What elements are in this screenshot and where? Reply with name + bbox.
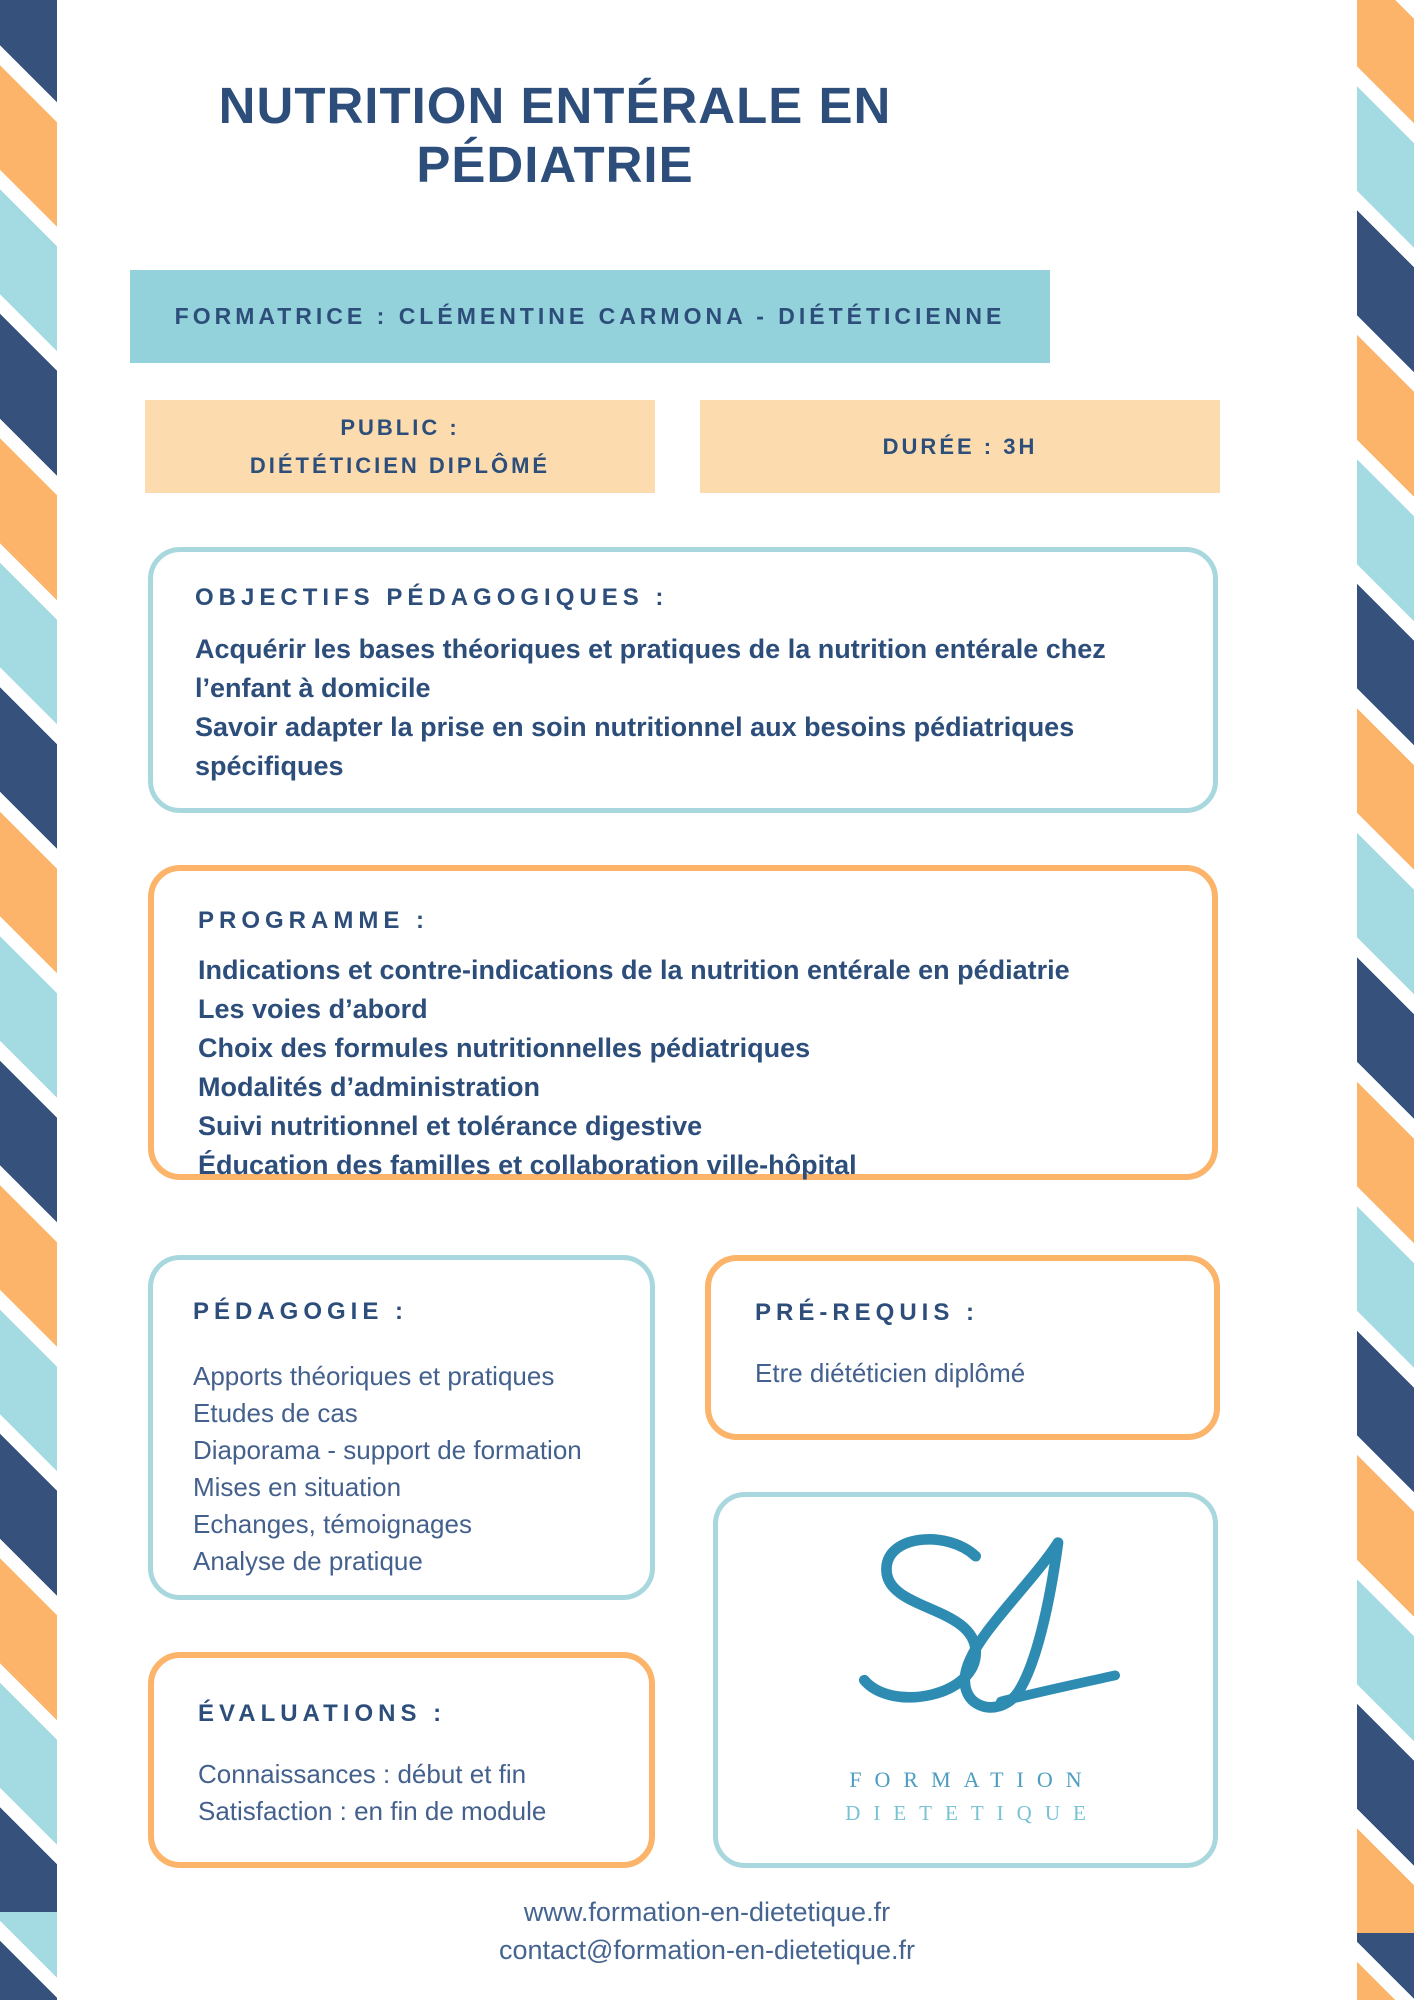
prerequisites-text: Etre diététicien diplômé [755, 1358, 1026, 1388]
trainer-banner [130, 270, 1050, 363]
programme-item: Choix des formules nutritionnelles pédiatriques [198, 1033, 811, 1063]
objectives-item: Savoir adapter la prise en soin nutritionnel aux besoins pédiatriques spécifiques [195, 712, 1075, 781]
duration-text: DURÉE : 3H [882, 433, 1038, 459]
prerequisites-box [705, 1255, 1220, 1440]
public-value: DIÉTÉTICIEN DIPLÔMÉ [249, 452, 551, 478]
pedagogy-box [148, 1255, 655, 1600]
evaluations-box [148, 1652, 655, 1868]
pedagogy-item: Analyse de pratique [193, 1546, 423, 1576]
prerequisites-heading: PRÉ-REQUIS : [755, 1299, 980, 1326]
pedagogy-item: Mises en situation [193, 1472, 402, 1502]
programme-item: Les voies d’abord [198, 994, 428, 1024]
pedagogy-item: Diaporama - support de formation [193, 1435, 582, 1465]
decorative-stripes-left [0, 0, 57, 2000]
programme-item: Modalités d’administration [198, 1072, 541, 1102]
footer-website: www.formation-en-dietetique.fr [523, 1897, 891, 1927]
public-label: PUBLIC : [340, 414, 460, 440]
evaluations-heading: ÉVALUATIONS : [198, 1700, 447, 1727]
trainer-banner-text: FORMATRICE : CLÉMENTINE CARMONA - DIÉTÉTICIENNE [174, 303, 1006, 329]
public-box [145, 400, 655, 493]
evaluations-item: Connaissances : début et fin [198, 1759, 527, 1789]
objectives-item: Acquérir les bases théoriques et pratiques de la nutrition entérale chez l’enfant à domicile [195, 634, 1106, 703]
programme-item: Indications et contre-indications de la nutrition entérale en pédiatrie [198, 955, 1070, 985]
logo-text-formation: FORMATION [849, 1767, 1095, 1792]
objectives-box [148, 547, 1218, 813]
decorative-stripes-right [1357, 0, 1414, 2000]
pedagogy-heading: PÉDAGOGIE : [193, 1298, 409, 1325]
sd-logo-icon [811, 1528, 1121, 1753]
programme-item: Éducation des familles et collaboration ville-hôpital [198, 1150, 857, 1180]
footer [0, 1893, 1414, 1969]
page-title: NUTRITION ENTÉRALE EN PÉDIATRIE [218, 77, 892, 193]
pedagogy-item: Apports théoriques et pratiques [193, 1361, 555, 1391]
logo-text-dietetique: DIETETIQUE [845, 1801, 1099, 1825]
pedagogy-item: Echanges, témoignages [193, 1509, 472, 1539]
programme-box [148, 865, 1218, 1180]
logo-box [713, 1492, 1218, 1868]
programme-heading: PROGRAMME : [198, 907, 429, 934]
duration-box [700, 400, 1220, 493]
programme-item: Suivi nutritionnel et tolérance digestive [198, 1111, 703, 1141]
pedagogy-item: Etudes de cas [193, 1398, 358, 1428]
footer-email: contact@formation-en-dietetique.fr [498, 1935, 916, 1965]
evaluations-item: Satisfaction : en fin de module [198, 1796, 547, 1826]
objectives-heading: OBJECTIFS PÉDAGOGIQUES : [195, 584, 669, 611]
